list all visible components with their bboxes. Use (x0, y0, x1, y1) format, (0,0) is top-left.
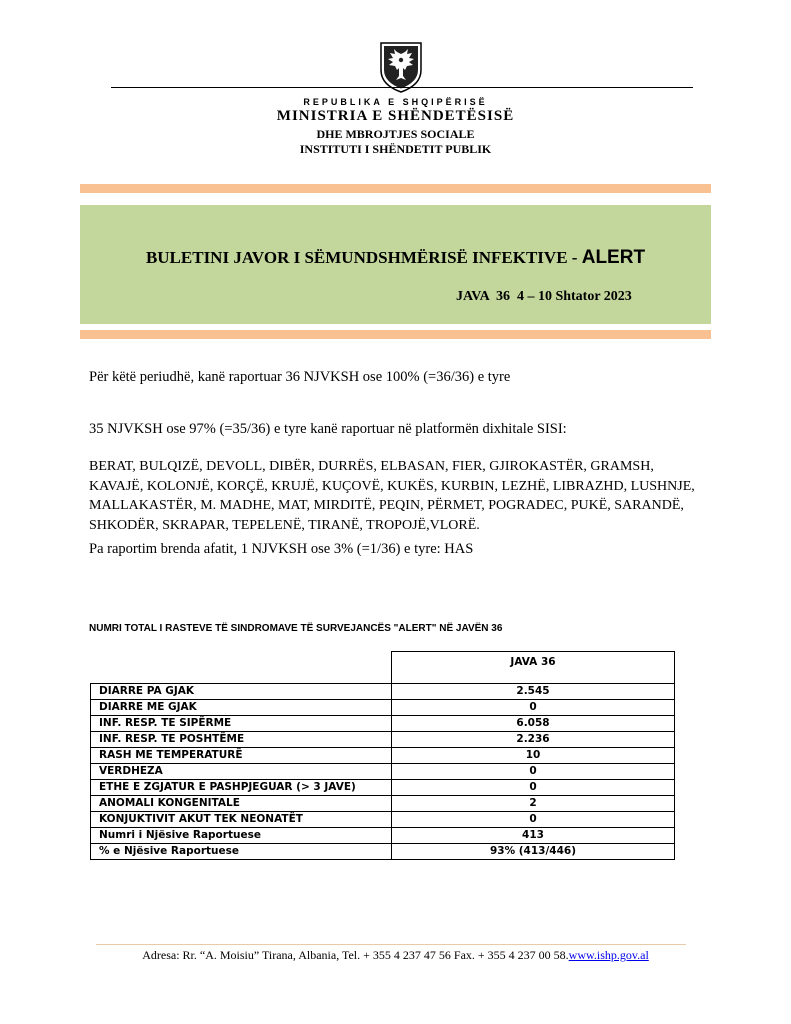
row-value: 10 (392, 748, 675, 764)
table-header-row (91, 652, 675, 684)
alert-syndromes-table (90, 651, 675, 860)
row-value: 2 (392, 796, 675, 812)
row-value: 413 (392, 828, 675, 844)
albanian-eagle-emblem-icon (377, 40, 425, 94)
district-list: BERAT, BULQIZË, DEVOLL, DIBËR, DURRËS, ELBASAN, FIER, GJIROKASTËR, GRAMSH, KAVAJË, KOLONJË, KORÇË, KRUJË, KUÇOVË, KUKËS, KURBIN, LEZHË, LIBRAZHD, LUSHNJE, MALLAKASTËR, M. MADHE, MAT, MIRDITË, PEQIN, PËRMET, POGRADEC, PUKË, SARANDË, SHKODËR, SKRAPAR, TEPELENË, TIRANË, TROPOJË,VLORË. (89, 459, 695, 533)
header-divider (111, 87, 693, 88)
row-label: KONJUKTIVIT AKUT TEK NEONATËT (91, 812, 392, 828)
table-column-header: JAVA 36 (392, 652, 675, 684)
footer-address (0, 948, 791, 963)
institute-name: INSTITUTI I SHËNDETIT PUBLIK (299, 142, 492, 156)
late-reporting-summary: Pa raportim brenda afatit, 1 NJVKSH ose 3% (=1/36) e tyre: HAS (89, 541, 474, 557)
website-link[interactable]: www.ishp.gov.al (568, 948, 649, 962)
row-value: 2.545 (392, 684, 675, 700)
table-row (91, 764, 675, 780)
ministry-name: MINISTRIA E SHËNDETËSISË (276, 108, 515, 124)
table-header-blank (91, 652, 392, 684)
reporting-summary: Për këtë periudhë, kanë raportuar 36 NJVKSH ose 100% (=36/36) e tyre (89, 369, 511, 385)
row-label: VERDHEZA (91, 764, 392, 780)
row-label: INF. RESP. TE POSHTËME (91, 732, 392, 748)
row-label: INF. RESP. TE SIPËRME (91, 716, 392, 732)
ministry-subtitle: DHE MBROJTJES SOCIALE (316, 127, 475, 141)
bulletin-title (80, 247, 711, 269)
sisi-reporting-summary: 35 NJVKSH ose 97% (=35/36) e tyre kanë raportuar në platformën dixhitale SISI: (89, 421, 567, 437)
row-label: ETHE E ZGJATUR E PASHPJEGUAR (> 3 JAVE) (91, 780, 392, 796)
orange-stripe-top (80, 184, 711, 193)
footer-divider (96, 944, 686, 945)
row-value: 0 (392, 764, 675, 780)
week-date-range: JAVA 36 4 – 10 Shtator 2023 (456, 289, 632, 304)
row-value: 2.236 (392, 732, 675, 748)
row-label: % e Njësive Raportuese (91, 844, 392, 860)
row-value: 93% (413/446) (392, 844, 675, 860)
row-value: 0 (392, 812, 675, 828)
table-row (91, 716, 675, 732)
bulletin-title-alert: ALERT (581, 247, 646, 268)
table-row (91, 844, 675, 860)
table-row (91, 700, 675, 716)
row-label: DIARRE ME GJAK (91, 700, 392, 716)
table-row (91, 780, 675, 796)
orange-stripe-bottom (80, 330, 711, 339)
row-label: DIARRE PA GJAK (91, 684, 392, 700)
table-row (91, 748, 675, 764)
row-value: 0 (392, 700, 675, 716)
table-row (91, 684, 675, 700)
row-label: ANOMALI KONGENITALE (91, 796, 392, 812)
table-title: NUMRI TOTAL I RASTEVE TË SINDROMAVE TË SURVEJANCËS "ALERT" NË JAVËN 36 (89, 623, 503, 634)
bulletin-title-main: BULETINI JAVOR I SËMUNDSHMËRISË INFEKTIVE - (145, 248, 582, 267)
row-label: RASH ME TEMPERATURË (91, 748, 392, 764)
row-value: 6.058 (392, 716, 675, 732)
footer-address-text: Adresa: Rr. “A. Moisiu” Tirana, Albania, Tel. + 355 4 237 47 56 Fax. + 355 4 237 00 58. (142, 948, 569, 962)
row-value: 0 (392, 780, 675, 796)
row-label: Numri i Njësive Raportuese (91, 828, 392, 844)
table-row (91, 828, 675, 844)
republika-heading: REPUBLIKA E SHQIPËRISË (303, 97, 488, 107)
table-row (91, 796, 675, 812)
table-row (91, 732, 675, 748)
table-row (91, 812, 675, 828)
